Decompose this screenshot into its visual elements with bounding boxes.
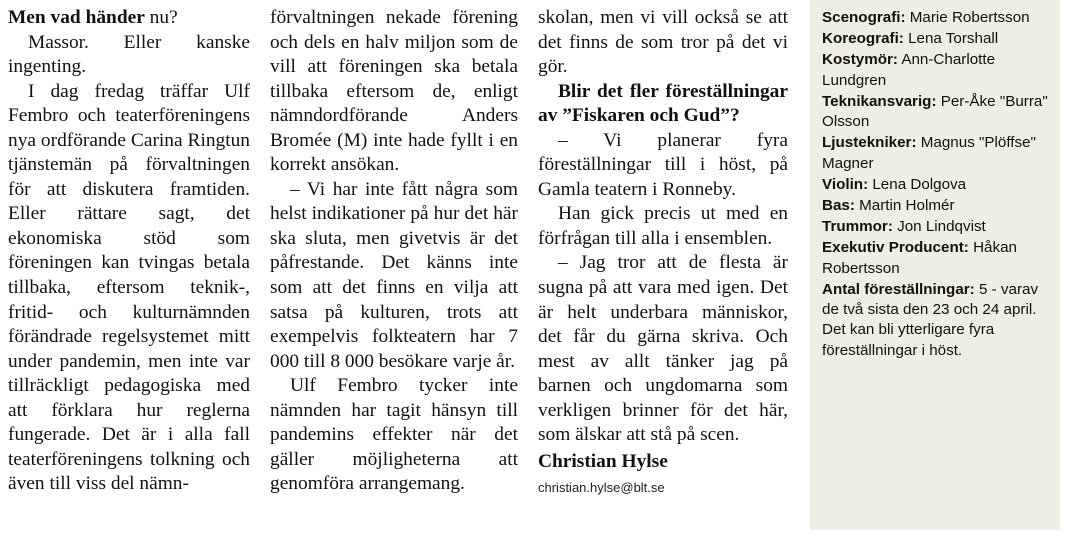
paragraph: – Vi har inte fått några som helst indikationer på hur det här ska sluta, men givetvis är det påfrestande. Det känns inte som att det finns en vilja att satsa på kulturen, trots att exempelvis folkteatern har 7 000 till 8 000 besökare varje år. [270,178,518,372]
byline-email[interactable]: christian.hylse@blt.se [538,480,665,496]
fact-label: Kostymör: [822,51,898,69]
fact-value: Håkan Robertsson [822,239,1017,277]
paragraph: förvaltningen nekade förening och dels en halv miljon som de vill att föreningen ska betala tillbaka eftersom de, enligt nämndordförande Anders Bromée (M) inte hade fyllt i en korrekt ansökan. [270,7,518,176]
fact-value: Marie Robertsson [905,9,1030,26]
fact-item [822,238,1048,278]
article-column-4 [800,0,1085,530]
paragraph: Ulf Fembro tycker inte nämnden har tagit hänsyn till pandemins effekter när det gäller möjligheterna att genomföra arrangemang. [270,375,518,495]
fact-item [822,92,1048,132]
paragraph: – Vi planerar fyra föreställningar till i höst, på Gamla teatern i Ronneby. [538,129,788,200]
fact-label: Scenografi: [822,9,906,26]
fact-label: Exekutiv Producent: [822,239,969,257]
paragraph: skolan, men vi vill också se att det finns de som tror på det vi gör. [538,7,788,78]
fact-value: Martin Holmér [854,196,955,214]
fact-value: Jon Lindqvist [892,218,986,236]
paragraph: I dag fredag träffar Ulf Fembro och teaterföreningens nya ordförande Carina Ringtun tjänstemän på förvaltningen för att diskutera framtiden. Eller rättare sagt, det ekonomiska stöd som föreningen kan tvingas betala tillbaka, eftersom teknik-, fritid- och kulturnämnden förändrade regelsystemet mitt under pandemin, men inte var tillräckligt pedagogiska med att förklara hur reglerna fungerade. Det är i alla fall teaterföreningens tolkning och även till viss del nämn- [8,80,250,495]
fact-label: Violin: [822,175,869,193]
fact-value: Lena Torshall [903,30,999,48]
fact-item [822,50,1048,90]
fact-item [822,175,1048,195]
paragraph: Han gick precis ut med en förfrågan till alla i ensemblen. [538,203,788,249]
fact-item [822,8,1048,28]
fact-value: 5 - varav de två sista den 23 och 24 april. Det kan bli ytterligare fyra föreställningar i höst. [822,280,1039,359]
fact-value: Magnus "Plöffse" Magner [822,134,1036,172]
lead-rest-text: nu? [144,7,178,28]
fact-label: Trummor: [822,218,893,236]
fact-label: Bas: [822,196,855,214]
fact-label: Antal föreställningar: [822,280,975,298]
fact-item [822,196,1048,216]
fact-value: Lena Dolgova [868,175,967,193]
fact-item [822,280,1048,361]
fact-item [822,133,1048,173]
byline: Christian Hylse [538,450,668,472]
fact-item [822,217,1048,237]
fact-box [810,0,1060,530]
fact-item [822,29,1048,49]
lead-paragraph [8,6,250,31]
paragraph: Massor. Eller kanske ingenting. [8,31,250,78]
lead-bold-text: Men vad händer [8,7,145,28]
fact-label: Koreografi: [822,30,904,48]
article-column-2 [260,0,528,497]
fact-label: Ljustekniker: [822,134,917,152]
fact-value: Ann-Charlotte Lundgren [822,51,996,89]
fact-label: Teknikansvarig: [822,92,937,110]
article-column-1 [0,0,260,497]
fact-value: Per-Åke "Burra" Olsson [822,92,1048,131]
paragraph: – Jag tror att de flesta är sugna på att vara med igen. Det är helt underbara människor, det får du gärna skriva. Och mest av allt tänker jag på barnen och ungdomarna som verkligen brinner för det här, som älskar att stå på scen. [538,252,788,446]
article-column-3 [528,0,800,497]
subheading: Blir det fler föreställningar av ”Fiskaren och Gud”? [538,80,788,127]
